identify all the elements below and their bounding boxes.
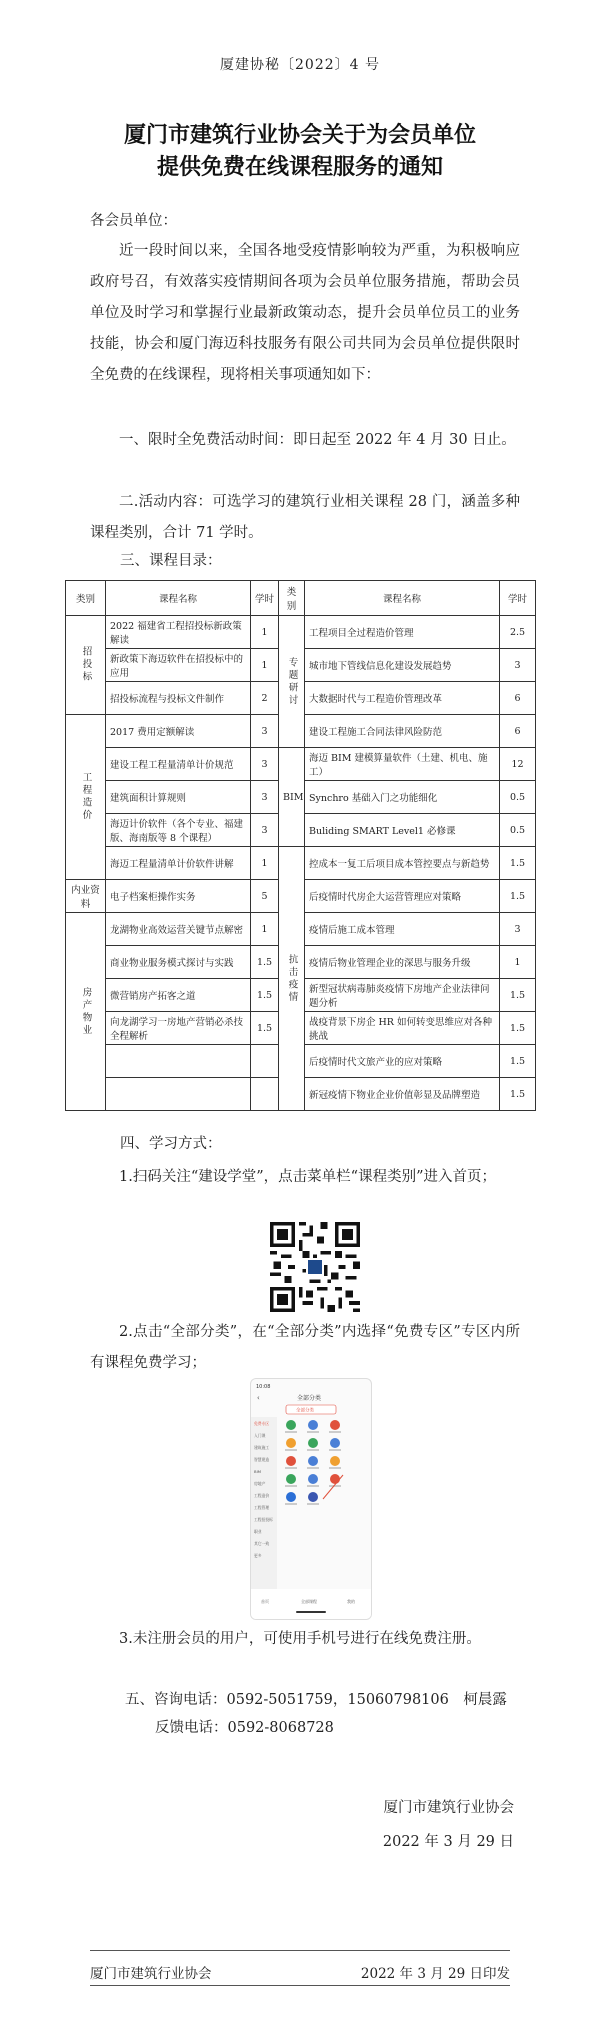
course-name: 工程项目全过程造价管理 xyxy=(305,616,500,649)
course-name xyxy=(106,1045,251,1078)
course-hours: 1.5 xyxy=(500,880,536,913)
document-title-line-1: 厦门市建筑行业协会关于为会员单位 xyxy=(123,123,476,148)
course-name: 新型冠状病毒肺炎疫情下房地产企业法律问题分析 xyxy=(305,979,500,1012)
course-hours: 6 xyxy=(500,715,536,748)
course-hours: 3 xyxy=(500,649,536,682)
category-icon xyxy=(286,1420,296,1430)
category-icon xyxy=(308,1474,318,1484)
status-time: 10:08 xyxy=(256,1384,271,1390)
table-row xyxy=(66,616,536,649)
back-arrow-icon: ‹ xyxy=(257,1394,260,1402)
course-hours: 1.5 xyxy=(251,946,279,979)
course-hours: 1.5 xyxy=(500,847,536,880)
table-header-row xyxy=(66,581,536,616)
course-name xyxy=(106,1078,251,1111)
footer-rule-bottom xyxy=(90,1985,510,1986)
sidebar-item: 入门课 xyxy=(254,1433,266,1438)
course-name: Synchro 基础入门之功能细化 xyxy=(305,781,500,814)
section-2-content: 二.活动内容：可选学习的建筑行业相关课程 28 门，涵盖多种课程类别，合计 71 学时。 xyxy=(90,494,520,541)
course-hours: 1 xyxy=(251,616,279,649)
course-name: 建设工程工程量清单计价规范 xyxy=(106,748,251,781)
course-hours: 3 xyxy=(251,715,279,748)
sidebar xyxy=(251,1417,277,1589)
category-cost: 工程造价 xyxy=(66,715,106,880)
course-hours: 1.5 xyxy=(500,979,536,1012)
course-hours xyxy=(251,1045,279,1078)
bottom-tab-bar xyxy=(251,1589,371,1619)
course-name: 建筑面积计算规则 xyxy=(106,781,251,814)
course-hours: 1 xyxy=(251,913,279,946)
category-icon xyxy=(286,1438,296,1448)
sidebar-item: 职业 xyxy=(254,1529,262,1534)
step-1-scan: 1.扫码关注“建设学堂”，点击菜单栏“课程类别”进入首页； xyxy=(119,1169,496,1185)
footer xyxy=(90,1962,510,1982)
course-name: 龙湖物业高效运营关键节点解密 xyxy=(106,913,251,946)
course-hours: 2 xyxy=(251,682,279,715)
course-name: 招投标流程与投标文件制作 xyxy=(106,682,251,715)
course-hours: 3 xyxy=(251,814,279,847)
category-bidding: 招投标 xyxy=(66,616,106,715)
app-screenshot xyxy=(250,1378,372,1620)
section-4-heading: 四、学习方式： xyxy=(120,1136,222,1152)
course-name: 微营销房产拓客之道 xyxy=(106,979,251,1012)
footer-rule-top xyxy=(90,1950,510,1951)
category-property: 房产物业 xyxy=(66,913,106,1111)
signature-organization: 厦门市建筑行业协会 xyxy=(383,1800,514,1816)
header-hours: 学时 xyxy=(500,581,536,616)
course-name: 疫情后施工成本管理 xyxy=(305,913,500,946)
course-name: 海迈工程量清单计价软件讲解 xyxy=(106,847,251,880)
step-2-category: 2.点击“全部分类”，在“全部分类”内选择“免费专区”专区内所有课程免费学习； xyxy=(90,1324,520,1371)
document-number: 厦建协秘〔2022〕4 号 xyxy=(220,57,380,73)
course-name: 后疫情时代文旅产业的应对策略 xyxy=(305,1045,500,1078)
sidebar-item: 其它一致 xyxy=(254,1541,270,1546)
app-header-title: 全部分类 xyxy=(297,1395,322,1402)
sidebar-item: 免费专区 xyxy=(254,1421,270,1426)
course-name: 建设工程施工合同法律风险防范 xyxy=(305,715,500,748)
course-name: 海迈 BIM 建模算量软件（土建、机电、施工） xyxy=(305,748,500,781)
course-hours: 1.5 xyxy=(500,1012,536,1045)
course-name: 城市地下管线信息化建设发展趋势 xyxy=(305,649,500,682)
course-hours: 3 xyxy=(251,748,279,781)
category-icon xyxy=(286,1474,296,1484)
section-3-heading: 三、课程目录： xyxy=(120,553,222,569)
course-hours: 1.5 xyxy=(500,1045,536,1078)
course-name: 战疫背景下房企 HR 如何转变思维应对各种挑战 xyxy=(305,1012,500,1045)
header-hours: 学时 xyxy=(251,581,279,616)
category-icon xyxy=(308,1438,318,1448)
course-hours xyxy=(251,1078,279,1111)
footer-organization: 厦门市建筑行业协会 xyxy=(90,1966,212,1982)
course-hours: 0.5 xyxy=(500,781,536,814)
course-name: 大数据时代与工程造价管理改革 xyxy=(305,682,500,715)
intro-paragraph: 近一段时间以来，全国各地受疫情影响较为严重，为积极响应政府号召，有效落实疫情期间各项为会员单位服务措施，帮助会员单位及时学习和掌握行业最新政策动态，提升会员单位员工的业务技能，协会和厦门海迈科技服务有限公司共同为会员单位提供限时全免费的在线课程，现将相关事项通知如下： xyxy=(90,243,520,383)
header-category: 类别 xyxy=(66,581,106,616)
category-icon xyxy=(330,1474,340,1484)
contact-phone: 五、咨询电话：0592-5051759，15060798106 柯晨露 xyxy=(125,1692,507,1708)
course-name: 新政策下海迈软件在招投标中的应用 xyxy=(106,649,251,682)
category-icon xyxy=(330,1420,340,1430)
category-internal-docs: 内业资料 xyxy=(66,880,106,913)
course-name: 疫情后物业管理企业的深思与服务升级 xyxy=(305,946,500,979)
category-icon xyxy=(330,1456,340,1466)
course-hours: 3 xyxy=(251,781,279,814)
header-course-name: 课程名称 xyxy=(106,581,251,616)
course-name: 后疫情时代房企大运营管理应对策略 xyxy=(305,880,500,913)
sidebar-item: 工程招投标 xyxy=(254,1517,273,1522)
header-category: 类别 xyxy=(279,581,305,616)
course-name: Buliding SMART Level1 必修课 xyxy=(305,814,500,847)
qr-logo-icon xyxy=(308,1260,322,1274)
course-hours: 1 xyxy=(251,847,279,880)
app-screenshot-drawing xyxy=(251,1379,371,1619)
course-catalog-table xyxy=(65,580,536,1111)
course-name: 2022 福建省工程招投标新政策解读 xyxy=(106,616,251,649)
course-name: 控成本一复工后项目成本管控要点与新趋势 xyxy=(305,847,500,880)
category-icon xyxy=(286,1492,296,1502)
greeting: 各会员单位： xyxy=(90,213,177,229)
category-icon xyxy=(308,1456,318,1466)
category-icon xyxy=(286,1456,296,1466)
course-hours: 5 xyxy=(251,880,279,913)
course-hours: 12 xyxy=(500,748,536,781)
step-3-register: 3.未注册会员的用户，可使用手机号进行在线免费注册。 xyxy=(119,1631,481,1647)
search-box-label: 全部分类 xyxy=(296,1408,314,1414)
sidebar-item: 智慧建造 xyxy=(254,1457,270,1462)
category-epidemic: 抗击疫情 xyxy=(279,847,305,1111)
course-hours: 2.5 xyxy=(500,616,536,649)
tab-home: 首页 xyxy=(261,1599,269,1604)
category-bim: BIM xyxy=(279,748,305,847)
qr-code-image[interactable] xyxy=(270,1222,360,1312)
sidebar-item: 房地产 xyxy=(254,1481,266,1486)
sidebar-item: 建筑施工 xyxy=(254,1445,270,1450)
section-1-time: 一、限时全免费活动时间：即日起至 2022 年 4 月 30 日止。 xyxy=(119,432,516,448)
course-hours: 3 xyxy=(500,913,536,946)
feedback-phone: 反馈电话：0592-8068728 xyxy=(155,1720,334,1736)
course-hours: 1.5 xyxy=(251,979,279,1012)
course-name: 海迈计价软件（各个专业、福建版、海南版等 8 个课程） xyxy=(106,814,251,847)
category-special-topics: 专题研讨 xyxy=(279,616,305,748)
category-icon xyxy=(308,1492,318,1502)
table-row xyxy=(66,847,536,880)
course-name: 电子档案柜操作实务 xyxy=(106,880,251,913)
signature-date: 2022 年 3 月 29 日 xyxy=(382,1834,514,1850)
category-icon xyxy=(330,1438,340,1448)
course-hours: 6 xyxy=(500,682,536,715)
sidebar-item: BIM xyxy=(254,1469,262,1474)
table-row xyxy=(66,748,536,781)
category-icon xyxy=(308,1420,318,1430)
course-hours: 1.5 xyxy=(500,1078,536,1111)
sidebar-item: 工程造价 xyxy=(254,1493,270,1498)
course-hours: 0.5 xyxy=(500,814,536,847)
tab-all-courses: 全部课程 xyxy=(301,1599,317,1604)
course-name: 向龙湖学习一房地产营销必杀技全程解析 xyxy=(106,1012,251,1045)
course-hours: 1.5 xyxy=(251,1012,279,1045)
document-title-line-2: 提供免费在线课程服务的通知 xyxy=(156,155,443,180)
course-hours: 1 xyxy=(251,649,279,682)
course-name: 2017 费用定额解读 xyxy=(106,715,251,748)
footer-issue-date: 2022 年 3 月 29 日印发 xyxy=(360,1966,510,1982)
course-name: 新冠疫情下物业企业价值彰显及品牌塑造 xyxy=(305,1078,500,1111)
header-course-name: 课程名称 xyxy=(305,581,500,616)
course-hours: 1 xyxy=(500,946,536,979)
sidebar-item: 工程管理 xyxy=(254,1505,270,1510)
course-name: 商业物业服务模式探讨与实践 xyxy=(106,946,251,979)
tab-mine: 我的 xyxy=(347,1599,355,1604)
sidebar-item: 更多 xyxy=(254,1553,262,1558)
home-indicator xyxy=(296,1611,326,1613)
